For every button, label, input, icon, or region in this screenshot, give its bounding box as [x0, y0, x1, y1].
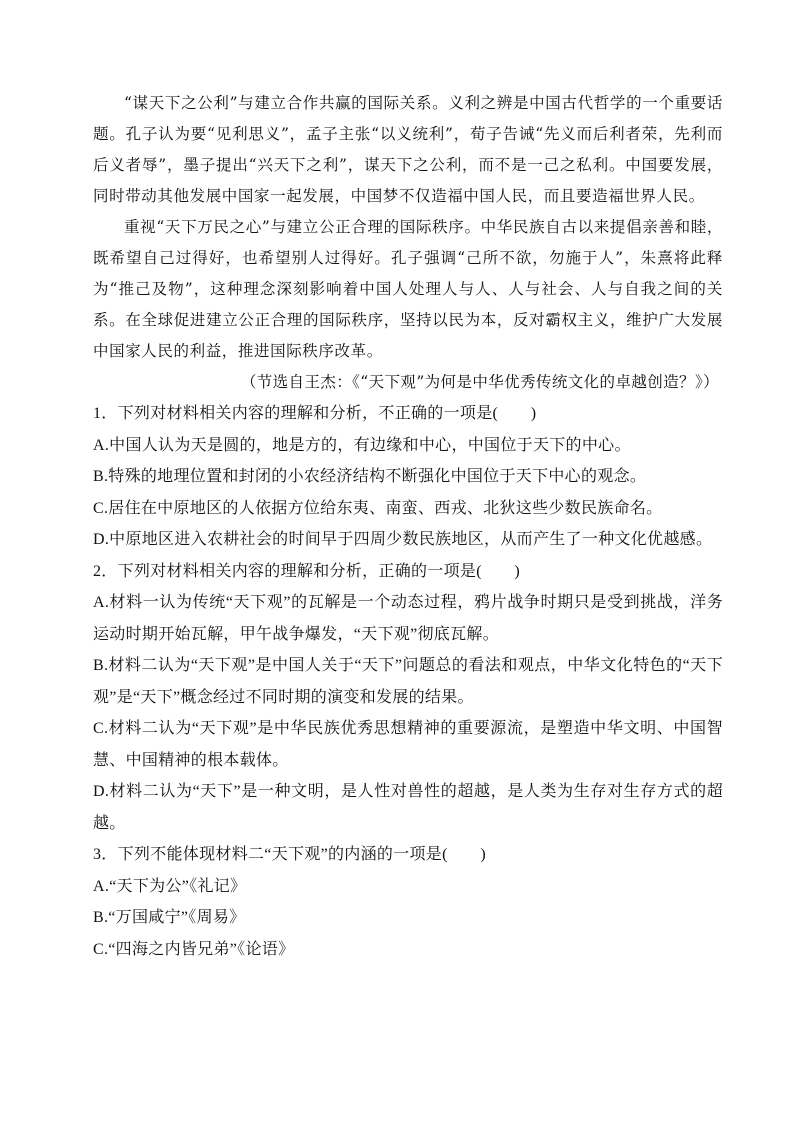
- passage-source: （节选自王杰：《“天下观”为何是中华优秀传统文化的卓越创造？》）: [240, 373, 719, 391]
- passage-paragraph: “谋天下之公利”与建立合作共赢的国际关系。义利之辨是中国古代哲学的一个重要话题。孔子认为要“见利思义”，孟子主张“以义统利”，荀子告诫“先义而后利者荣，先利而后义者辱”，墨子提出“兴天下之利”，谋天下之公利，而不是一己之私利。中国要发展，同时带动其他发展中国家一起发展，中国梦不仅造福中国人民，而且要造福世界人民。: [93, 94, 723, 205]
- option-b: B.特殊的地理位置和封闭的小农经济结构不断强化中国位于天下中心的观念。: [93, 468, 647, 485]
- option-a: A.“天下为公”《礼记》: [93, 877, 247, 895]
- question-stem: 2．下列对材料相关内容的理解和分析，正确的一项是( ): [93, 562, 521, 580]
- option-a: A.材料一认为传统“天下观”的瓦解是一个动态过程，鸦片战争时期只是受到挑战，洋务运动时期开始瓦解，甲午战争爆发，“天下观”彻底瓦解。: [93, 594, 723, 643]
- option-b: B.“万国咸宁”《周易》: [93, 909, 246, 926]
- option-c: C.材料二认为“天下观”是中华民族优秀思想精神的重要源流，是塑造中华文明、中国智慧、中国精神的根本载体。: [93, 720, 723, 769]
- option-d: D.材料二认为“天下”是一种文明，是人性对兽性的超越，是人类为生存对生存方式的超越。: [93, 783, 723, 832]
- option-b: B.材料二认为“天下观”是中国人关于“天下”问题总的看法和观点，中华文化特色的“天下观”是“天下”概念经过不同时期的演变和发展的结果。: [93, 657, 723, 706]
- option-c: C.居住在中原地区的人依据方位给东夷、南蛮、西戎、北狄这些少数民族命名。: [93, 499, 663, 517]
- question-stem: 1．下列对材料相关内容的理解和分析，不正确的一项是( ): [93, 405, 537, 422]
- option-d: D.中原地区进入农耕社会的时间早于四周少数民族地区，从而产生了一种文化优越感。: [93, 531, 713, 548]
- question-1: [93, 398, 723, 556]
- question-3: [93, 839, 723, 965]
- question-2: [93, 556, 723, 840]
- option-a: A.中国人认为天是圆的，地是方的，有边缘和中心，中国位于天下的中心。: [93, 436, 631, 454]
- exam-page: [93, 88, 723, 965]
- question-stem: 3．下列不能体现材料二“天下观”的内涵的一项是( ): [93, 846, 486, 863]
- passage-paragraph: 重视“天下万民之心”与建立公正合理的国际秩序。中华民族自古以来提倡亲善和睦，既希望自己过得好，也希望别人过得好。孔子强调“己所不欲，勿施于人”，朱熹将此释为“推己及物”，这种理念深刻影响着中国人处理人与人、人与社会、人与自我之间的关系。在全球促进建立公正合理的国际秩序，坚持以民为本，反对霸权主义，维护广大发展中国家人民的利益，推进国际秩序改革。: [93, 218, 723, 360]
- option-c: C.“四海之内皆兄弟”《论语》: [93, 940, 295, 958]
